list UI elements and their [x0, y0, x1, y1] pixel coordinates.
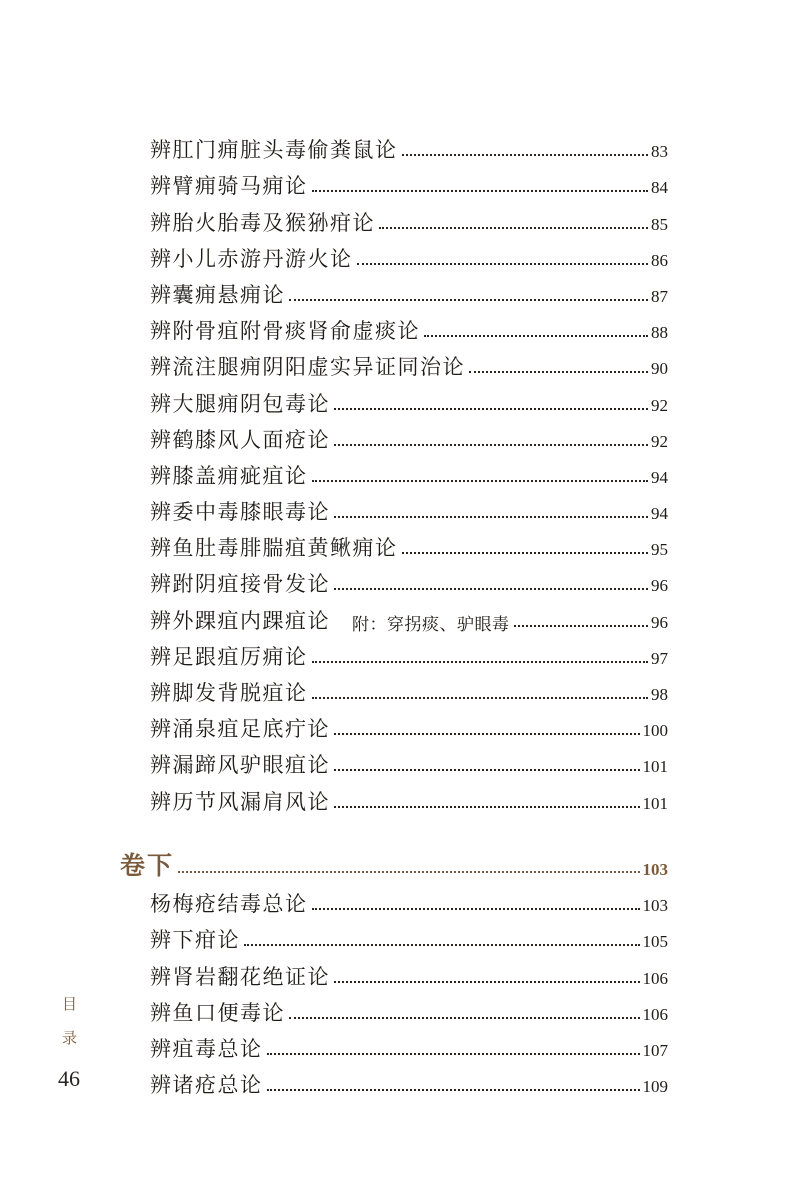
toc-entry	[150, 707, 668, 743]
page-number: 88	[651, 323, 668, 343]
dot-leader	[334, 408, 648, 410]
page-number: 87	[651, 286, 668, 306]
toc-entry	[150, 381, 668, 417]
entry-title: 辨大腿痈阴包毒论	[150, 391, 330, 416]
toc-entry	[150, 598, 668, 634]
toc-entry	[150, 128, 668, 164]
dot-leader	[312, 190, 649, 192]
page-number: 92	[651, 431, 668, 451]
dot-leader	[469, 371, 648, 373]
toc-entry	[150, 779, 668, 815]
dot-leader	[334, 516, 648, 518]
page-number: 85	[651, 214, 668, 234]
toc-entry	[150, 309, 668, 345]
toc-entry	[150, 490, 668, 526]
entry-title: 辨囊痈悬痈论	[150, 282, 285, 307]
dot-leader	[312, 697, 649, 699]
page-number: 95	[651, 540, 668, 560]
section-heading	[120, 846, 668, 882]
entry-title: 辨流注腿痈阴阳虚实异证同治论	[150, 355, 465, 380]
toc-entry	[150, 882, 668, 918]
entry-title: 辨小儿赤游丹游火论	[150, 246, 353, 271]
dot-leader	[267, 1089, 640, 1091]
toc-entry	[150, 918, 668, 954]
entry-title: 辨外踝疽内踝疽论	[150, 608, 330, 633]
page-number: 100	[642, 721, 668, 741]
toc-entry	[150, 671, 668, 707]
page-number: 103	[642, 896, 668, 916]
dot-leader	[379, 227, 648, 229]
dot-leader	[357, 263, 649, 265]
dot-leader	[334, 769, 640, 771]
entry-title: 杨梅疮结毒总论	[150, 892, 308, 917]
entry-title: 辨委中毒膝眼毒论	[150, 500, 330, 525]
toc-entry	[150, 200, 668, 236]
page-number: 97	[651, 648, 668, 668]
toc-entry	[150, 345, 668, 381]
dot-leader	[514, 625, 649, 627]
toc-entry	[150, 454, 668, 490]
dot-leader	[289, 299, 648, 301]
section-page-number: 103	[642, 860, 668, 879]
entry-title: 辨鹤膝风人面疮论	[150, 427, 330, 452]
dot-leader	[334, 981, 640, 983]
entry-title: 辨跗阴疽接骨发论	[150, 572, 330, 597]
entry-title: 辨诸疮总论	[150, 1073, 263, 1098]
page-number: 96	[651, 612, 668, 632]
dot-leader	[312, 480, 649, 482]
entry-title: 辨脚发背脱疽论	[150, 681, 308, 705]
dot-leader	[334, 444, 648, 446]
toc-entry	[150, 273, 668, 309]
dot-leader	[289, 1017, 640, 1019]
toc-list	[150, 128, 668, 816]
page-number: 90	[651, 359, 668, 379]
page-number: 105	[642, 932, 668, 952]
toc-entry	[150, 237, 668, 273]
page-number: 106	[642, 1004, 668, 1024]
toc-entry	[150, 1027, 668, 1063]
entry-title: 辨鱼口便毒论	[150, 1000, 285, 1025]
entry-title: 辨鱼肚毒腓腨疽黄鳅痈论	[150, 536, 398, 561]
entry-title: 辨足跟疽厉痈论	[150, 644, 308, 669]
page-number: 101	[642, 793, 668, 813]
toc-entry	[150, 743, 668, 779]
page-folio: 46	[58, 1066, 80, 1091]
dot-leader	[424, 335, 648, 337]
dot-leader	[267, 1053, 640, 1055]
section-title: 卷下	[120, 851, 175, 880]
section-toc-list	[150, 882, 668, 1099]
entry-title: 辨下疳论	[150, 928, 240, 953]
entry-note: 附：穿拐痰、驴眼毒	[352, 614, 510, 635]
entry-title: 辨漏蹄风驴眼疽论	[150, 753, 330, 778]
page-number: 96	[651, 576, 668, 596]
entry-title: 辨附骨疽附骨痰肾俞虚痰论	[150, 319, 420, 344]
entry-title: 辨膝盖痈疵疽论	[150, 463, 308, 488]
page-number: 94	[651, 504, 668, 524]
entry-title: 辨历节风漏肩风论	[150, 789, 330, 814]
dot-leader	[334, 733, 640, 735]
page-number: 98	[651, 685, 668, 704]
running-header-char: 目	[62, 995, 78, 1013]
page-number: 83	[651, 142, 668, 162]
page-number: 101	[642, 757, 668, 777]
toc-entry	[150, 954, 668, 990]
page-number: 92	[651, 395, 668, 415]
dot-leader	[334, 806, 640, 808]
entry-title: 辨涌泉疽足底疔论	[150, 717, 330, 742]
toc-entry	[150, 635, 668, 671]
entry-title: 辨肛门痈脏头毒偷粪鼠论	[150, 138, 398, 163]
page-number: 107	[642, 1040, 668, 1060]
entry-title: 辨疽毒总论	[150, 1036, 263, 1061]
toc-entry	[150, 418, 668, 454]
entry-title: 辨胎火胎毒及猴狲疳论	[150, 210, 375, 235]
running-header-char: 录	[62, 1029, 78, 1047]
toc-entry	[150, 526, 668, 562]
page-number: 106	[642, 968, 668, 988]
dot-leader	[402, 552, 649, 554]
toc-entry	[150, 1063, 668, 1099]
toc-entry	[150, 562, 668, 598]
page-number: 94	[651, 467, 668, 487]
dot-leader	[334, 588, 648, 590]
dot-leader	[312, 908, 640, 910]
dot-leader	[178, 871, 639, 873]
toc-entry	[150, 991, 668, 1027]
dot-leader	[244, 944, 640, 946]
toc-entry	[150, 164, 668, 200]
dot-leader	[312, 661, 649, 663]
page-number: 109	[642, 1077, 668, 1097]
page-number: 86	[651, 250, 668, 270]
entry-title: 辨臂痈骑马痈论	[150, 174, 308, 199]
entry-title: 辨肾岩翻花绝证论	[150, 964, 330, 989]
page-number: 84	[651, 178, 668, 198]
dot-leader	[402, 154, 649, 156]
